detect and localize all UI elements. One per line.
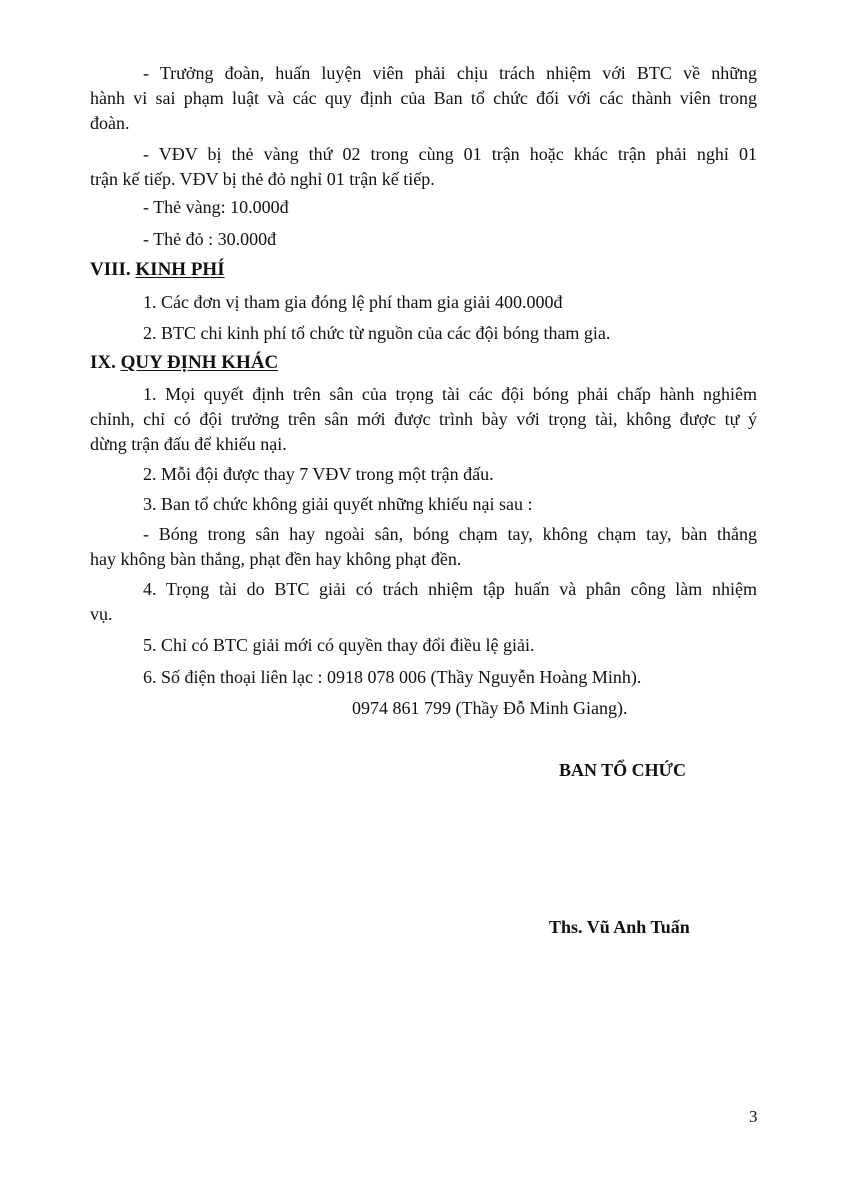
signature-title: BAN TỔ CHỨC	[559, 760, 687, 780]
card-rule-line: trận kế tiếp. VĐV bị thẻ đỏ nghỉ 01 trận kế tiếp.	[90, 169, 435, 189]
section-ix-title: QUY ĐỊNH KHÁC	[120, 352, 279, 373]
section-ix-item3-sub-line: hay không bàn thắng, phạt đền hay không phạt đền.	[90, 549, 462, 569]
page-number: 3	[749, 1107, 758, 1126]
section-ix-item1-line: dừng trận đấu để khiếu nại.	[90, 434, 287, 454]
section-ix-item3-sub-line: - Bóng trong sân hay ngoài sân, bóng chạm tay, không chạm tay, bàn thắng	[143, 524, 757, 544]
penalty-paragraph-line: hành vi sai phạm luật và các quy định của Ban tổ chức đối với các thành viên trong	[90, 88, 757, 108]
section-viii-heading	[90, 258, 225, 282]
section-ix-item4-line: 4. Trọng tài do BTC giải có trách nhiệm tập huấn và phân công làm nhiệm	[143, 579, 757, 599]
section-ix-item6: 6. Số điện thoại liên lạc : 0918 078 006 (Thầy Nguyễn Hoàng Minh).	[143, 667, 642, 687]
section-ix-item5: 5. Chỉ có BTC giải mới có quyền thay đổi điều lệ giải.	[143, 635, 535, 655]
section-viii-title: KINH PHÍ	[135, 259, 225, 280]
section-viii-number: VIII.	[90, 259, 131, 280]
red-card-fine: - Thẻ đỏ : 30.000đ	[143, 229, 277, 249]
section-ix-item1-line: chỉnh, chỉ có đội trưởng trên sân mới được trình bày với trọng tài, không được tự ý	[90, 409, 757, 429]
section-viii-item: 1. Các đơn vị tham gia đóng lệ phí tham gia giải 400.000đ	[143, 292, 563, 312]
section-ix-item4-line: vụ.	[90, 604, 113, 624]
section-viii-item: 2. BTC chi kinh phí tổ chức từ nguồn của các đội bóng tham gia.	[143, 323, 611, 343]
signature-name: Ths. Vũ Anh Tuấn	[549, 917, 690, 937]
section-ix-item3: 3. Ban tổ chức không giải quyết những khiếu nại sau :	[143, 494, 533, 514]
section-ix-second-phone: 0974 861 799 (Thầy Đỗ Minh Giang).	[352, 698, 628, 718]
card-rule-line: - VĐV bị thẻ vàng thứ 02 trong cùng 01 trận hoặc khác trận phải nghỉ 01	[143, 144, 757, 164]
section-ix-item1-line: 1. Mọi quyết định trên sân của trọng tài các đội bóng phải chấp hành nghiêm	[143, 384, 757, 404]
section-ix-number: IX.	[90, 352, 116, 373]
penalty-paragraph-line: - Trưởng đoàn, huấn luyện viên phải chịu trách nhiệm với BTC về những	[143, 63, 757, 83]
penalty-paragraph-line: đoàn.	[90, 113, 130, 133]
section-ix-heading	[90, 351, 278, 375]
section-ix-item2: 2. Mỗi đội được thay 7 VĐV trong một trận đấu.	[143, 464, 494, 484]
yellow-card-fine: - Thẻ vàng: 10.000đ	[143, 197, 289, 217]
